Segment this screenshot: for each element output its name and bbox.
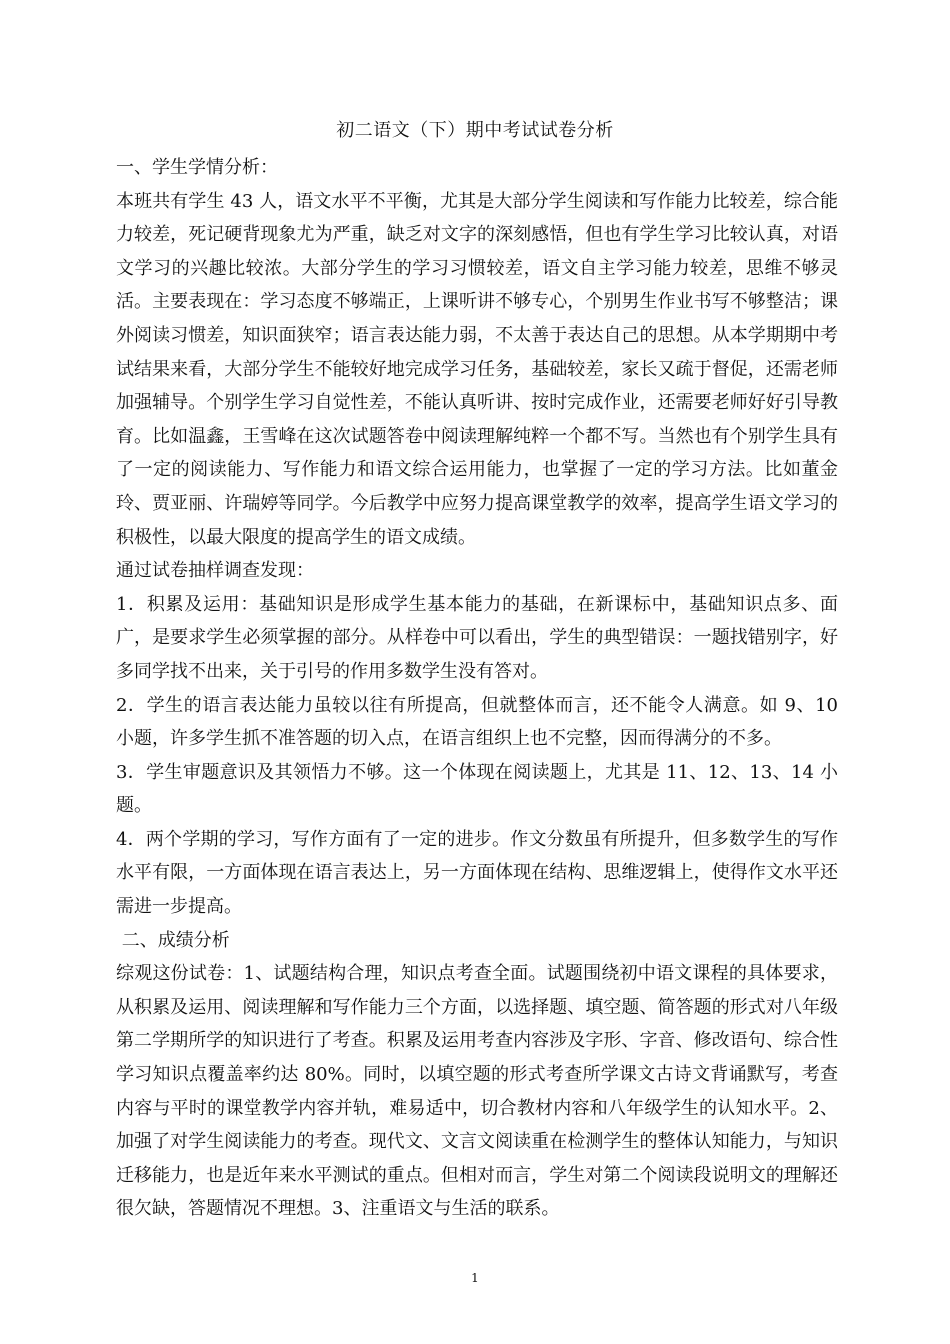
list-item-1: 1．积累及运用：基础知识是形成学生基本能力的基础，在新课标中，基础知识点多、面广，是要求学生必须掌握的部分。从样卷中可以看出，学生的典型错误：一题找错别字，好多同学找不出来，关于引号的作用多数学生没有答对。 (116, 593, 838, 682)
document-body (116, 151, 838, 1226)
section-heading-score-analysis: 二、成绩分析 (116, 929, 230, 951)
paragraph-class-overview: 本班共有学生 43 人，语文水平不平衡，尤其是大部分学生阅读和写作能力比较差，综合能力较差，死记硬背现象尤为严重，缺乏对文字的深刻感悟，但也有学生学习比较认真，对语文学习的兴趣比较浓。大部分学生的学习习惯较差，语文自主学习能力较差，思维不够灵活。主要表现在：学习态度不够端正，上课听讲不够专心，个别男生作业书写不够整洁；课外阅读习惯差，知识面狭窄；语言表达能力弱，不太善于表达自己的思想。从本学期期中考试结果来看，大部分学生不能较好地完成学习任务，基础较差，家长又疏于督促，还需老师加强辅导。个别学生学习自觉性差，不能认真听讲、按时完成作业，还需要老师好好引导教育。比如温鑫，王雪峰在这次试题答卷中阅读理解纯粹一个都不写。当然也有个别学生具有了一定的阅读能力、写作能力和语文综合运用能力，也掌握了一定的学习方法。比如董金玲、贾亚丽、许瑞婷等同学。今后教学中应努力提高课堂教学的效率，提高学生语文学习的积极性，以最大限度的提高学生的语文成绩。 (116, 190, 838, 548)
paragraph-score-analysis: 综观这份试卷：1、试题结构合理，知识点考查全面。试题围绕初中语文课程的具体要求，从积累及运用、阅读理解和写作能力三个方面，以选择题、填空题、简答题的形式对八年级第二学期所学的知识进行了考查。积累及运用考查内容涉及字形、字音、修改语句、综合性学习知识点覆盖率约达 80%。同时，以填空题的形式考查所学课文古诗文背诵默写，考查内容与平时的课堂教学内容并轨，难易适中，切合教材内容和八年级学生的认知水平。2、加强了对学生阅读能力的考查。现代文、文言文阅读重在检测学生的整体认知能力，与知识迁移能力，也是近年来水平测试的重点。但相对而言，学生对第二个阅读段说明文的理解还很欠缺，答题情况不理想。3、注重语文与生活的联系。 (116, 963, 838, 1220)
list-item-2: 2．学生的语言表达能力虽较以往有所提高，但就整体而言，还不能令人满意。如 9、10 小题，许多学生抓不准答题的切入点，在语言组织上也不完整，因而得满分的不多。 (116, 694, 838, 750)
document-title: 初二语文（下）期中考试试卷分析 (336, 120, 614, 141)
section-heading-student-analysis: 一、学生学情分析： (116, 157, 278, 178)
list-item-3: 3．学生审题意识及其领悟力不够。这一个体现在阅读题上，尤其是 11、12、13、14 小题。 (116, 761, 838, 817)
list-item-4: 4．两个学期的学习，写作方面有了一定的进步。作文分数虽有所提升，但多数学生的写作水平有限，一方面体现在语言表达上，另一方面体现在结构、思维逻辑上，使得作文水平还需进一步提高。 (116, 828, 838, 918)
paragraph-survey-intro: 通过试卷抽样调查发现： (116, 560, 314, 582)
page-number: 1 (471, 1271, 479, 1285)
